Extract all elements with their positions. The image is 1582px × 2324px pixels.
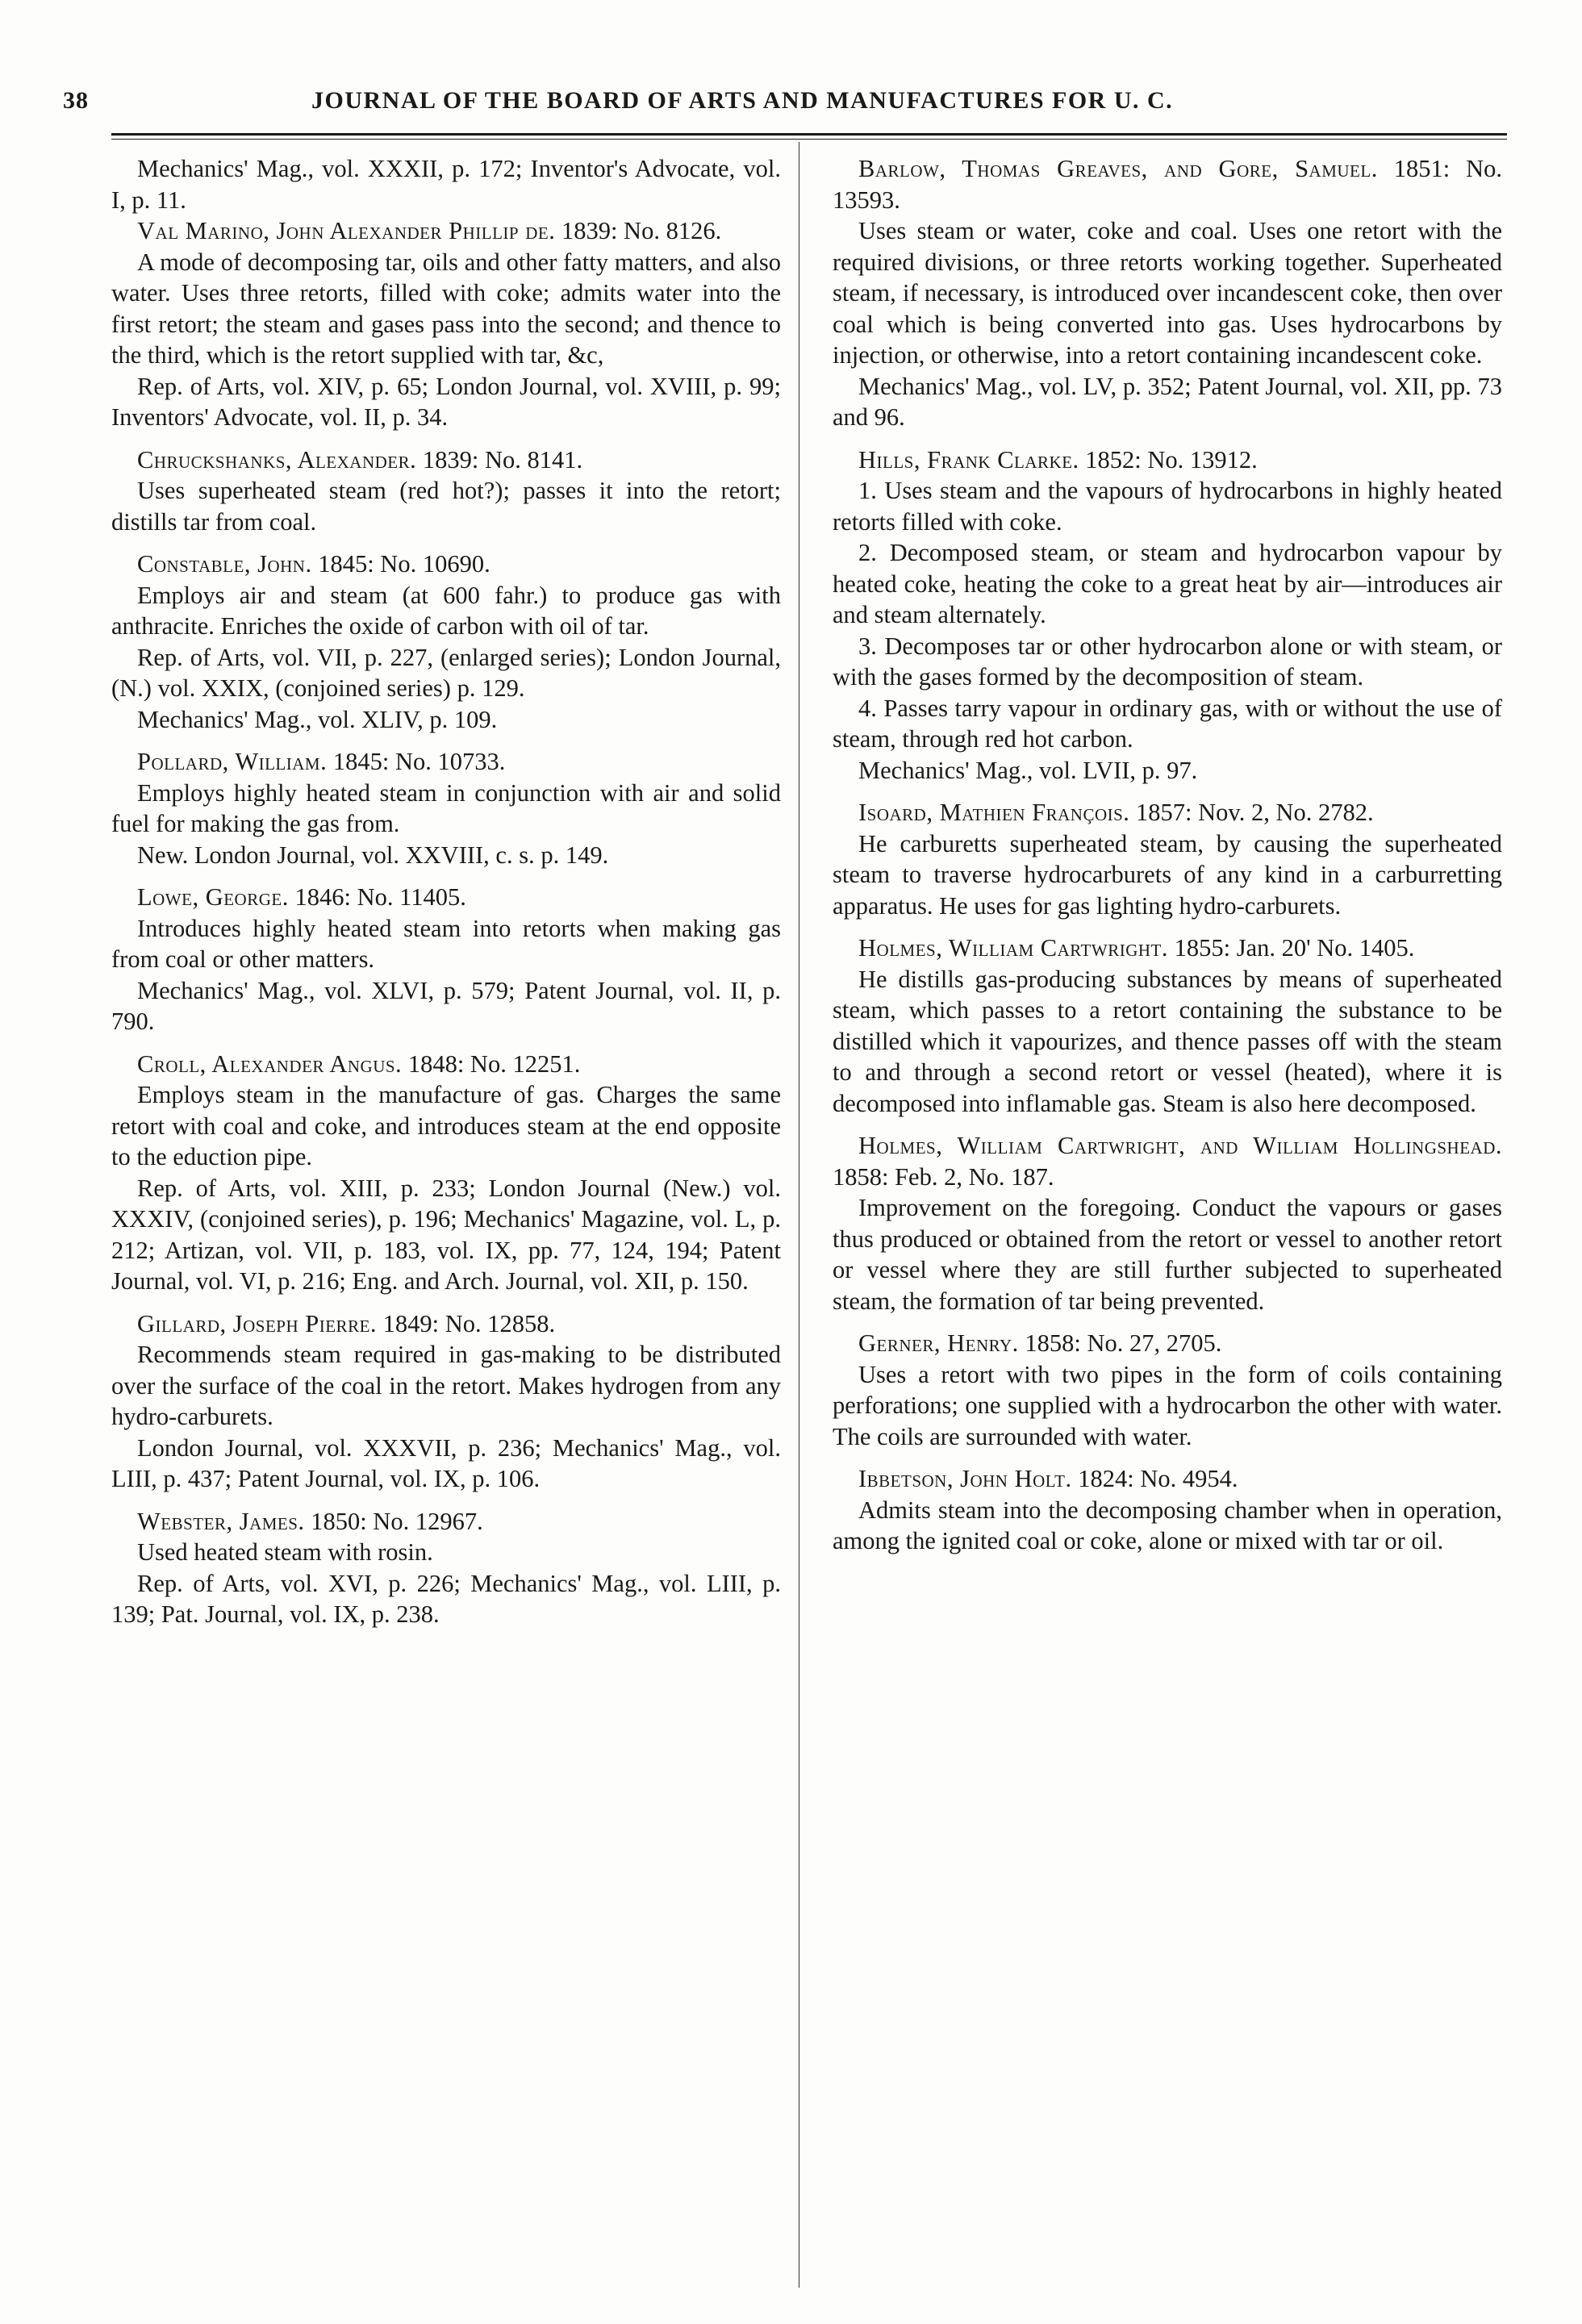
entry-heading — [111, 1506, 781, 1538]
patent-entry — [111, 882, 781, 1037]
entry-heading — [111, 549, 781, 580]
patent-date: 1858: Feb. 2, No. 187. — [833, 1162, 1054, 1191]
entry-description: Employs highly heated steam in conjunction with air and solid fuel for making the gas from. — [111, 778, 781, 837]
entry-reference: Rep. of Arts, vol. VII, p. 227, (enlarged series); London Journal, (N.) vol. XXIX, (conjoined series) p. 129. — [111, 643, 781, 702]
patent-date: 1846: No. 11405. — [294, 883, 466, 911]
entry-description: Uses superheated steam (red hot?); passes it into the retort; distills tar from coal. — [111, 477, 781, 536]
inventor-name: Webster, James. — [137, 1507, 305, 1535]
patent-entry — [111, 1308, 781, 1495]
patent-date: 1839: No. 8141. — [422, 445, 583, 474]
patent-date: 1852: No. 13912. — [1085, 445, 1258, 474]
patent-entry — [833, 1130, 1502, 1316]
patent-entry — [111, 215, 781, 433]
entry-description: Employs air and steam (at 600 fahr.) to produce gas with anthracite. Enriches the oxide of carbon with oil of tar. — [111, 581, 781, 640]
inventor-name: Ibbetson, John Holt. — [858, 1465, 1072, 1492]
patent-date: 1850: No. 12967. — [311, 1507, 483, 1535]
patent-entry — [833, 444, 1502, 786]
patent-date: 1858: No. 27, 2705. — [1025, 1329, 1222, 1357]
entry-description: Employs steam in the manufacture of gas. Charges the same retort with coal and coke, and introduces steam at the end opposite to the eduction pipe. — [111, 1081, 781, 1170]
entry-reference: Mechanics' Mag., vol. XLVI, p. 579; Patent Journal, vol. II, p. 790. — [111, 976, 781, 1035]
patent-entry — [833, 1328, 1502, 1452]
entry-reference: Mechanics' Mag., vol. LVII, p. 97. — [858, 756, 1198, 784]
patent-date: 1824: No. 4954. — [1078, 1465, 1238, 1492]
inventor-name: Croll, Alexander Angus. — [137, 1049, 403, 1078]
running-title: JOURNAL OF THE BOARD OF ARTS AND MANUFACTURES FOR U. C. — [311, 87, 1174, 114]
entry-heading — [833, 797, 1502, 828]
page-number: 38 — [63, 87, 89, 114]
entry-description: He carburetts superheated steam, by causing the superheated steam to traverse hydrocarburets of any kind in a carburretting apparatus. He uses for gas lighting hydro-carburets. — [833, 829, 1502, 920]
patent-entry — [111, 1049, 781, 1297]
inventor-name: Holmes, William Cartwright. — [858, 934, 1168, 962]
entry-list-item: 1. Uses steam and the vapours of hydrocarbons in highly heated retorts filled with coke. — [833, 477, 1502, 536]
entry-heading — [111, 444, 781, 476]
patent-date: 1845: No. 10733. — [332, 748, 506, 775]
inventor-name: Gillard, Joseph Pierre. — [137, 1309, 378, 1337]
inventor-name: Constable, John. — [137, 550, 312, 578]
page-header — [63, 87, 1515, 127]
patent-entry — [111, 1506, 781, 1630]
entry-description: Recommends steam required in gas-making to be distributed over the surface of the coal in the retort. Makes hydrogen from any hydro-carburets. — [111, 1341, 781, 1430]
patent-entry — [111, 746, 781, 870]
right-column — [833, 153, 1502, 1568]
entry-heading — [111, 215, 781, 247]
header-rule — [111, 133, 1507, 136]
patent-entry — [833, 1463, 1502, 1557]
header-rule-thin — [111, 139, 1507, 140]
patent-date: 1855: Jan. 20' No. 1405. — [1174, 934, 1415, 962]
inventor-name: Hills, Frank Clarke. — [858, 445, 1079, 474]
entry-reference: Rep. of Arts, vol. XIII, p. 233; London Journal (New.) vol. XXXIV, (conjoined series), p. 196; Mechanics' Magazine, vol. L, p. 212; Artizan, vol. VII, p. 183, vol. IX, pp. 77, 124, 194; Patent Journal, vol. VI, p. 216; Eng. and Arch. Journal, vol. XII, p. 150. — [111, 1174, 781, 1295]
patent-date: 1851: No. 13593. — [833, 155, 1502, 214]
patent-date: 1839: No. 8126. — [561, 217, 722, 244]
entry-description: Introduces highly heated steam into retorts when making gas from coal or other matters. — [111, 914, 781, 973]
inventor-name: Chruckshanks, Alexander. — [137, 445, 417, 474]
entry-description: He distills gas-producing substances by means of superheated steam, which passes to a retort containing the substance to be distilled which it vapourizes, and thence passes off with the steam to and through a second retort or vessel (heated), where it is decomposed into inflamable gas. Steam is also here decomposed. — [833, 965, 1502, 1117]
entry-reference: Rep. of Arts, vol. XIV, p. 65; London Journal, vol. XVIII, p. 99; Inventors' Advocate, vol. II, p. 34. — [111, 372, 781, 431]
entry-description: Uses steam or water, coke and coal. Uses one retort with the required divisions, or three retorts working together. Superheated steam, if necessary, is introduced over incandescent coke, then over coal which is being converted into gas. Uses hydrocarbons by injection, or otherwise, into a retort containing incandescent coke. — [833, 217, 1502, 369]
entry-heading — [111, 1049, 781, 1080]
left-column — [111, 153, 781, 1642]
inventor-name: Lowe, George. — [137, 883, 289, 911]
patent-entry — [833, 153, 1502, 433]
entry-heading — [833, 1463, 1502, 1495]
entry-heading — [111, 882, 781, 913]
patent-date: 1845: No. 10690. — [318, 550, 490, 578]
patent-date: 1849: No. 12858. — [382, 1309, 556, 1337]
entry-heading — [833, 153, 1502, 215]
entry-reference: Mechanics' Mag., vol. XLIV, p. 109. — [137, 705, 498, 733]
patent-entry — [111, 444, 781, 538]
entry-heading — [833, 933, 1502, 964]
entry-heading — [833, 1328, 1502, 1359]
inventor-name: Pollard, William. — [137, 748, 328, 775]
entry-list-item: 2. Decomposed steam, or steam and hydrocarbon vapour by heated coke, heating the coke to a great heat by air—introduces air and steam alternately. — [833, 539, 1502, 628]
entry-heading — [111, 746, 781, 778]
entry-description: A mode of decomposing tar, oils and other fatty matters, and also water. Uses three retorts, filled with coke; admits water into the first retort; the steam and gases pass into the second; and thence to the third, which is the retort supplied with tar, &c, — [111, 248, 781, 369]
patent-date: 1857: Nov. 2, No. 2782. — [1136, 799, 1374, 826]
inventor-name: Holmes, William Cartwright, and William Hollingshead. — [858, 1132, 1502, 1159]
entry-description: Admits steam into the decomposing chamber when in operation, among the ignited coal or coke, alone or mixed with tar or oil. — [833, 1496, 1502, 1554]
patent-entry — [111, 549, 781, 735]
entry-reference: London Journal, vol. XXXVII, p. 236; Mechanics' Mag., vol. LIII, p. 437; Patent Journal, vol. IX, p. 106. — [111, 1433, 781, 1492]
entry-heading — [111, 1308, 781, 1340]
entry-list-item: 4. Passes tarry vapour in ordinary gas, with or without the use of steam, through red hot carbon. — [833, 694, 1502, 753]
entry-description: Improvement on the foregoing. Conduct the vapours or gases thus produced or obtained from the retort or vessel to another retort or vessel where they are still further subjected to superheated steam, the formation of tar being prevented. — [833, 1194, 1502, 1315]
entry-heading — [833, 1130, 1502, 1192]
entry-reference: Mechanics' Mag., vol. LV, p. 352; Patent Journal, vol. XII, pp. 73 and 96. — [833, 372, 1502, 431]
inventor-name: Barlow, Thomas Greaves, and Gore, Samuel. — [858, 155, 1378, 182]
entry-reference: Rep. of Arts, vol. XVI, p. 226; Mechanics' Mag., vol. LIII, p. 139; Pat. Journal, vol. IX, p. 238. — [111, 1569, 781, 1628]
entry-description: Uses a retort with two pipes in the form of coils containing perforations; one supplied with a hydrocarbon the other with water. The coils are surrounded with water. — [833, 1360, 1502, 1450]
patent-date: 1848: No. 12251. — [407, 1049, 581, 1078]
patent-entry — [833, 933, 1502, 1119]
entry-list-item: 3. Decomposes tar or other hydrocarbon alone or with steam, or with the gases formed by the decomposition of steam. — [833, 632, 1502, 691]
patent-entry — [833, 797, 1502, 921]
entry-description: Used heated steam with rosin. — [137, 1538, 433, 1566]
entry-heading — [833, 444, 1502, 476]
intro-reference: Mechanics' Mag., vol. XXXII, p. 172; Inventor's Advocate, vol. I, p. 11. — [111, 155, 781, 214]
entry-reference: New. London Journal, vol. XXVIII, c. s. p. 149. — [137, 841, 609, 869]
inventor-name: Gerner, Henry. — [858, 1329, 1019, 1357]
inventor-name: Isoard, Mathien François. — [858, 799, 1130, 826]
inventor-name: Val Marino, John Alexander Phillip de. — [137, 217, 556, 244]
